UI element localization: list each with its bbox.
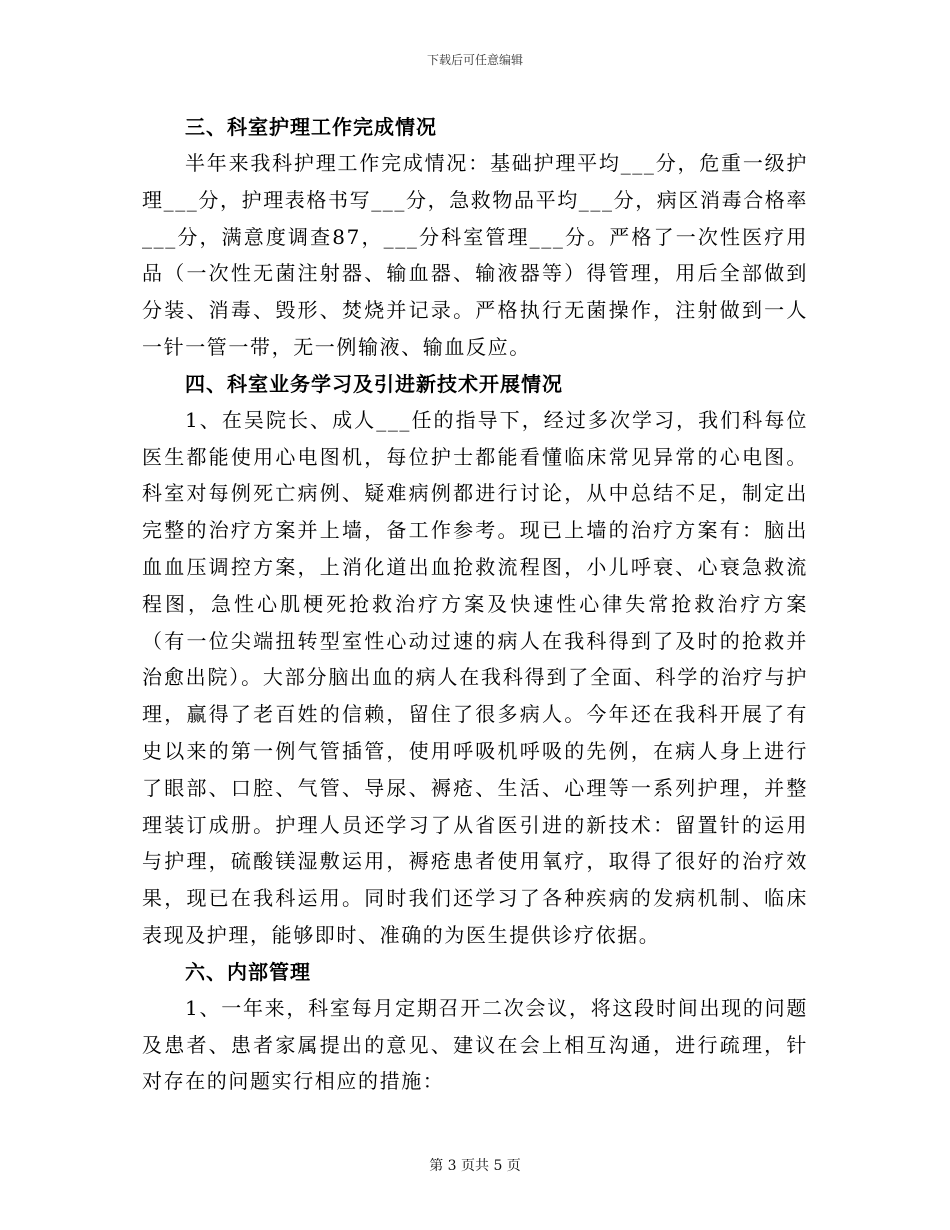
paragraph-study-new-tech: 1、在吴院长、成人___任的指导下，经过多次学习，我们科每位医生都能使用心电图机，每位护士都能看懂临床常见异常的心电图。科室对每例死亡病例、疑难病例都进行讨论，从中总结不足，制定出完整的治疗方案并上墙，备工作参考。现已上墙的治疗方案有：脑出血血压调控方案，上消化道出血抢救流程图，小儿呼衰、心衰急救流程图，急性心肌梗死抢救治疗方案及快速性心律失常抢救治疗方案（有一位尖端扭转型室性心动过速的病人在我科得到了及时的抢救并治愈出院）。大部分脑出血的病人在我科得到了全面、科学的治疗与护理，赢得了老百姓的信赖，留住了很多病人。今年还在我科开展了有史以来的第一例气管插管，使用呼吸机呼吸的先例，在病人身上进行了眼部、口腔、气管、导尿、褥疮、生活、心理等一系列护理，并整理装订成册。护理人员还学习了从省医引进的新技术：留置针的运用与护理，硫酸镁湿敷运用，褥疮患者使用氧疗，取得了很好的治疗效果，现已在我科运用。同时我们还学习了各种疾病的发病机制、临床表现及护理，能够即时、准确的为医生提供诊疗依据。 (142, 407, 808, 947)
header-divider (142, 72, 808, 73)
paragraph-nursing-work: 半年来我科护理工作完成情况：基础护理平均___分，危重一级护理___分，护理表格书写___分，急救物品平均___分，病区消毒合格率___分，满意度调查87，___分科室管理___分。严格了一次性医疗用品（一次性无菌注射器、输血器、输液器等）得管理，用后全部做到分装、消毒、毁形、焚烧并记录。严格执行无菌操作，注射做到一人一针一管一带，无一例输液、输血反应。 (142, 151, 808, 359)
section-heading-internal-management: 六、内部管理 (185, 959, 311, 984)
section-heading-study-new-tech: 四、科室业务学习及引进新技术开展情况 (185, 371, 563, 396)
page-number-footer: 第 3 页共 5 页 (429, 1158, 521, 1174)
section-heading-nursing-work: 三、科室护理工作完成情况 (185, 115, 437, 139)
paragraph-internal-management: 1、一年来，科室每月定期召开二次会议，将这段时间出现的问题及患者、患者家属提出的意见、建议在会上相互沟通，进行疏理，针对存在的问题实行相应的措施： (142, 995, 808, 1094)
page-header: 下载后可任意编辑 (426, 53, 523, 67)
document-body (142, 109, 808, 1100)
